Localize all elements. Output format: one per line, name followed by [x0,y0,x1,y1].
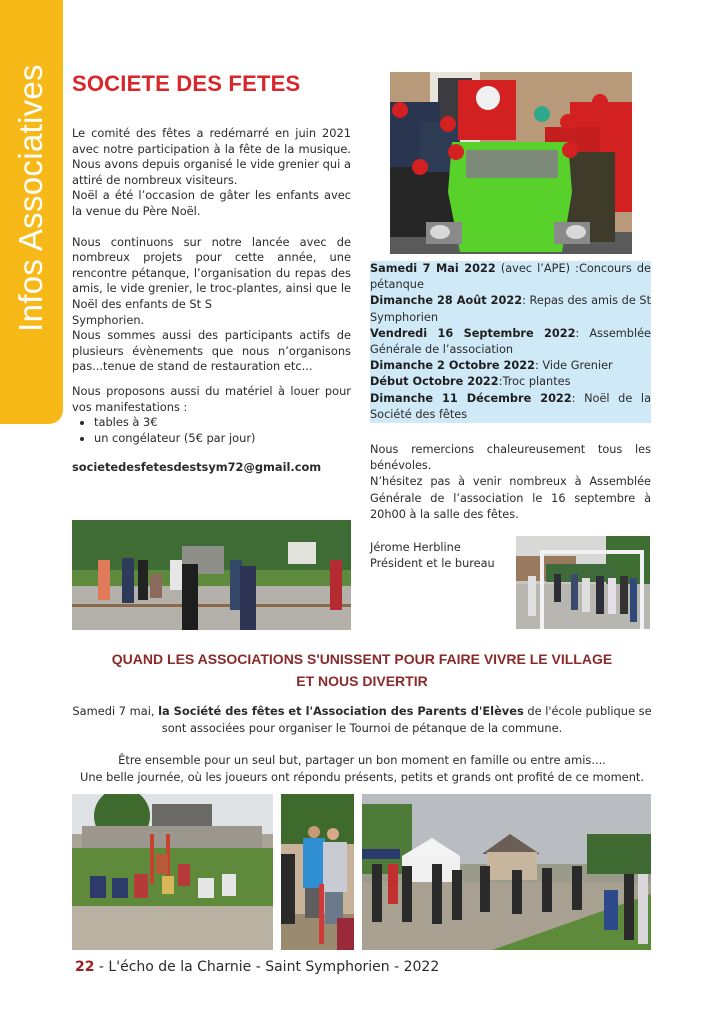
event-date: Samedi 7 Mai 2022 [370,262,496,275]
rental-list [72,415,351,446]
santa-car-image [390,72,632,254]
photo-two-players [281,794,354,950]
paragraph: Nous continuons sur notre lancée avec de nombreux projets pour cette année, une rencontre pétanque, l’organisation du repas des amis, le vide grenier, le troc-plantes, ainsi que le Noël des enfants de St S [72,234,351,311]
photo-petanque-field [72,520,351,630]
article-paragraph: Être ensemble pour un seul but, partager un bon moment en famille ou entre amis.... [118,753,606,767]
headline-line-1: QUAND LES ASSOCIATIONS S'UNISSENT POUR FAIRE VIVRE LE VILLAGE [111,651,613,667]
event-desc: (avec l’APE) :Concours de pétanque [370,262,651,292]
petanque-goal-image [516,536,650,629]
paragraph: Le comité des fêtes a redémarré en juin 2021 avec notre participation à la fête de la musique. Nous avons depuis organisé le vide grenier qui a attiré de nombreux visiteurs. [72,126,351,187]
thanks-paragraph: Nous remercions chaleureusement tous les bénévoles. [370,443,651,473]
event-date: Vendredi 16 Septembre 2022 [370,326,576,340]
paragraph: Noël a été l’occasion de gâter les enfants avec la venue du Père Noël. [72,188,351,218]
event-desc: : Assemblée Générale de l’association [370,326,652,357]
text-run-bold: la Société des fêtes et l'Association des Parents d'Elèves [158,704,524,718]
event-desc: : Noël de la Société des fêtes [370,391,651,421]
paragraph: Nous sommes aussi des participants actifs de plusieurs évènements que nous n’organisons pas...tenue de stand de restauration etc... [72,328,351,374]
section-title: SOCIETE DES FETES [72,71,301,96]
events-calendar [370,261,651,423]
petanque-field-image [72,520,351,630]
side-tab-label: Infos Associatives [12,64,49,332]
article-paragraph [72,703,652,736]
intro-text-column [72,126,351,476]
event-desc: :Troc plantes [498,375,571,389]
event-date: Dimanche 11 Décembre 2022 [370,391,572,405]
crowd-image [362,794,651,950]
footer-text: - L'écho de la Charnie - Saint Symphorien - 2022 [94,959,440,975]
rental-item: • un congélateur (5€ par jour) [94,431,351,447]
photo-kids-group [72,794,273,950]
kids-group-image [72,794,273,950]
section-side-tab [0,0,63,424]
event-item [370,261,651,293]
thanks-text [370,442,651,523]
event-item [370,358,651,374]
photo-petanque-goal [516,536,650,629]
article-headline [72,648,652,692]
event-desc: : Repas des amis de St Symphorien [370,294,651,324]
article-body [72,703,652,785]
rental-item: • tables à 3€ [94,415,351,431]
contact-email[interactable]: societedesfetesdestsym72@gmail.com [72,460,322,475]
page-number: 22 [75,959,95,975]
event-date: Dimanche 28 Août 2022 [370,294,523,308]
paragraph: Nous proposons aussi du matériel à louer pour vos manifestations : [72,383,351,414]
two-players-image [281,794,354,950]
article-paragraph: Une belle journée, où les joueurs ont répondu présents, petits et grands ont profité de ce moment. [79,769,644,784]
signature-role: Président et le bureau [370,557,495,571]
photo-santa-car [390,72,632,254]
event-item [370,391,651,423]
event-desc: : Vide Grenier [534,359,613,373]
event-item [370,293,651,325]
invite-paragraph: N’hésitez pas à venir nombreux à Assemblée Générale de l’association le 16 septembre à 20h00 à la salle des fêtes. [370,475,651,521]
signature-name: Jérome Herbline [370,541,461,554]
headline-line-2: ET NOUS DIVERTIR [296,673,428,689]
event-date: Début Octobre 2022 [370,375,499,389]
event-item [370,374,651,390]
text-run: Samedi 7 mai, [72,704,159,718]
photo-crowd [362,794,651,950]
event-item [370,326,651,358]
event-date: Dimanche 2 Octobre 2022 [370,359,535,373]
signature [370,540,510,572]
page-footer [75,959,439,975]
paragraph: Symphorien. [72,312,145,327]
text-run: de l'école publique se sont associées pour organiser le Tournoi de pétanque de la commune. [161,704,652,735]
